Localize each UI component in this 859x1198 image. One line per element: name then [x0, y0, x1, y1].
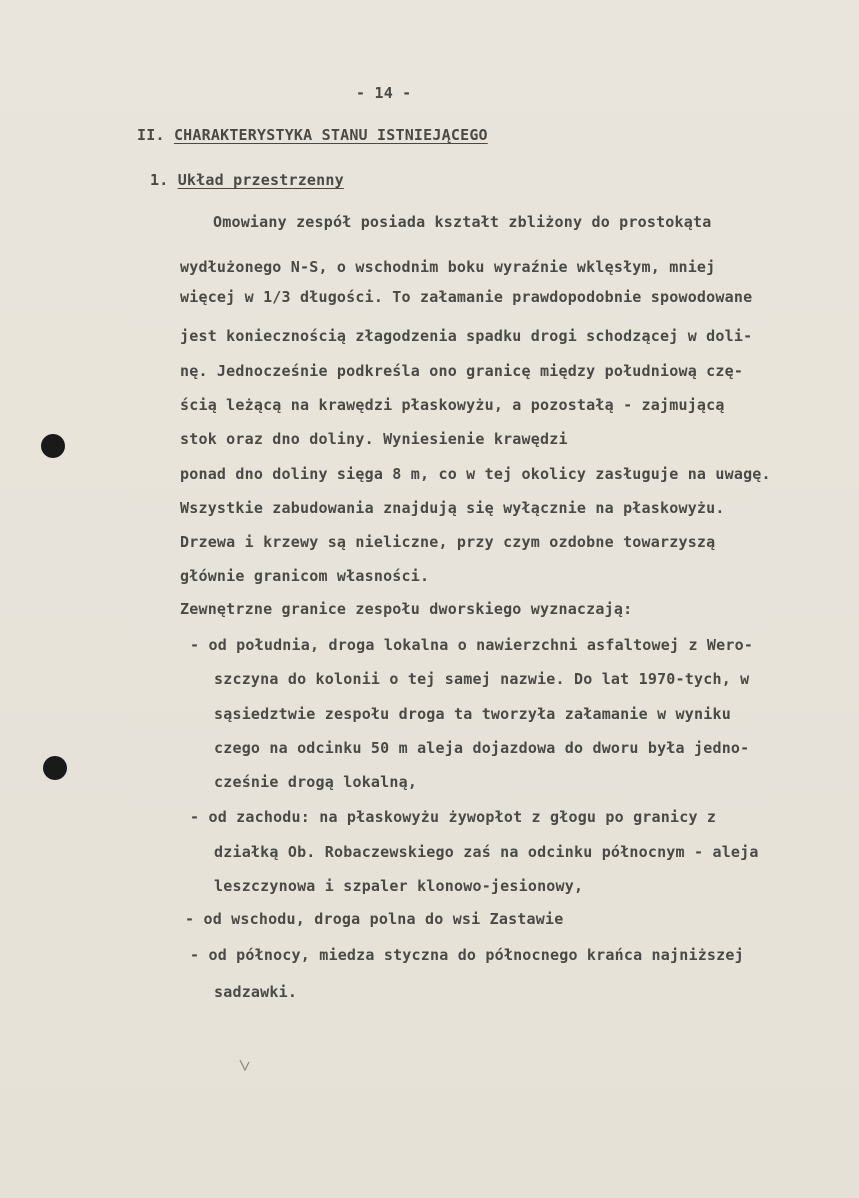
list-item: - od wschodu, droga polna do wsi Zastawie [185, 910, 564, 928]
list-item: - od północy, miedza styczna do północnego krańca najniższej [190, 946, 744, 964]
subsection-heading [150, 171, 344, 189]
body-line: stok oraz dno doliny. Wyniesienie krawędzi [180, 430, 568, 448]
body-line: wydłużonego N-S, o wschodnim boku wyraźnie wklęsłym, mniej [180, 258, 716, 276]
punch-hole-bottom [43, 756, 67, 780]
body-line: ponad dno doliny sięga 8 m, co w tej okolicy zasługuje na uwagę. [180, 465, 771, 483]
body-line: jest koniecznością złagodzenia spadku drogi schodzącej w doli- [180, 327, 753, 345]
body-line: więcej w 1/3 długości. To załamanie prawdopodobnie spowodowane [180, 288, 753, 306]
pencil-mark-icon [238, 1058, 252, 1076]
body-line: Wszystkie zabudowania znajdują się wyłącznie na płaskowyżu. [180, 499, 725, 517]
body-line: sąsiedztwie zespołu droga ta tworzyła załamanie w wyniku [214, 705, 731, 723]
section-heading [137, 126, 488, 144]
list-item: - od zachodu: na płaskowyżu żywopłot z głogu po granicy z [190, 808, 717, 826]
body-line: czego na odcinku 50 m aleja dojazdowa do dworu była jedno- [214, 739, 750, 757]
body-line: cześnie drogą lokalną, [214, 773, 418, 791]
page-number: - 14 - [356, 84, 412, 102]
body-line: Drzewa i krzewy są nieliczne, przy czym ozdobne towarzyszą [180, 533, 716, 551]
body-line: nę. Jednocześnie podkreśla ono granicę między południową czę- [180, 362, 744, 380]
body-line: ścią leżącą na krawędzi płaskowyżu, a pozostałą - zajmującą [180, 396, 725, 414]
body-line: Zewnętrzne granice zespołu dworskiego wyznaczają: [180, 600, 633, 618]
body-line: sadzawki. [214, 983, 298, 1001]
subsection-number: 1. [150, 171, 169, 189]
section-title: CHARAKTERYSTYKA STANU ISTNIEJĄCEGO [173, 126, 488, 144]
body-line: szczyna do kolonii o tej samej nazwie. Do lat 1970-tych, w [214, 670, 750, 688]
body-line: leszczynowa i szpaler klonowo-jesionowy, [214, 877, 584, 895]
body-line: Omowiany zespół posiada kształt zbliżony do prostokąta [213, 213, 712, 231]
list-item: - od południa, droga lokalna o nawierzchni asfaltowej z Wero- [190, 636, 754, 654]
body-line: działką Ob. Robaczewskiego zaś na odcinku północnym - aleja [214, 843, 759, 861]
punch-hole-top [41, 434, 65, 458]
subsection-title: Układ przestrzenny [177, 171, 344, 189]
body-line: głównie granicom własności. [180, 567, 430, 585]
section-number: II. [137, 126, 165, 144]
